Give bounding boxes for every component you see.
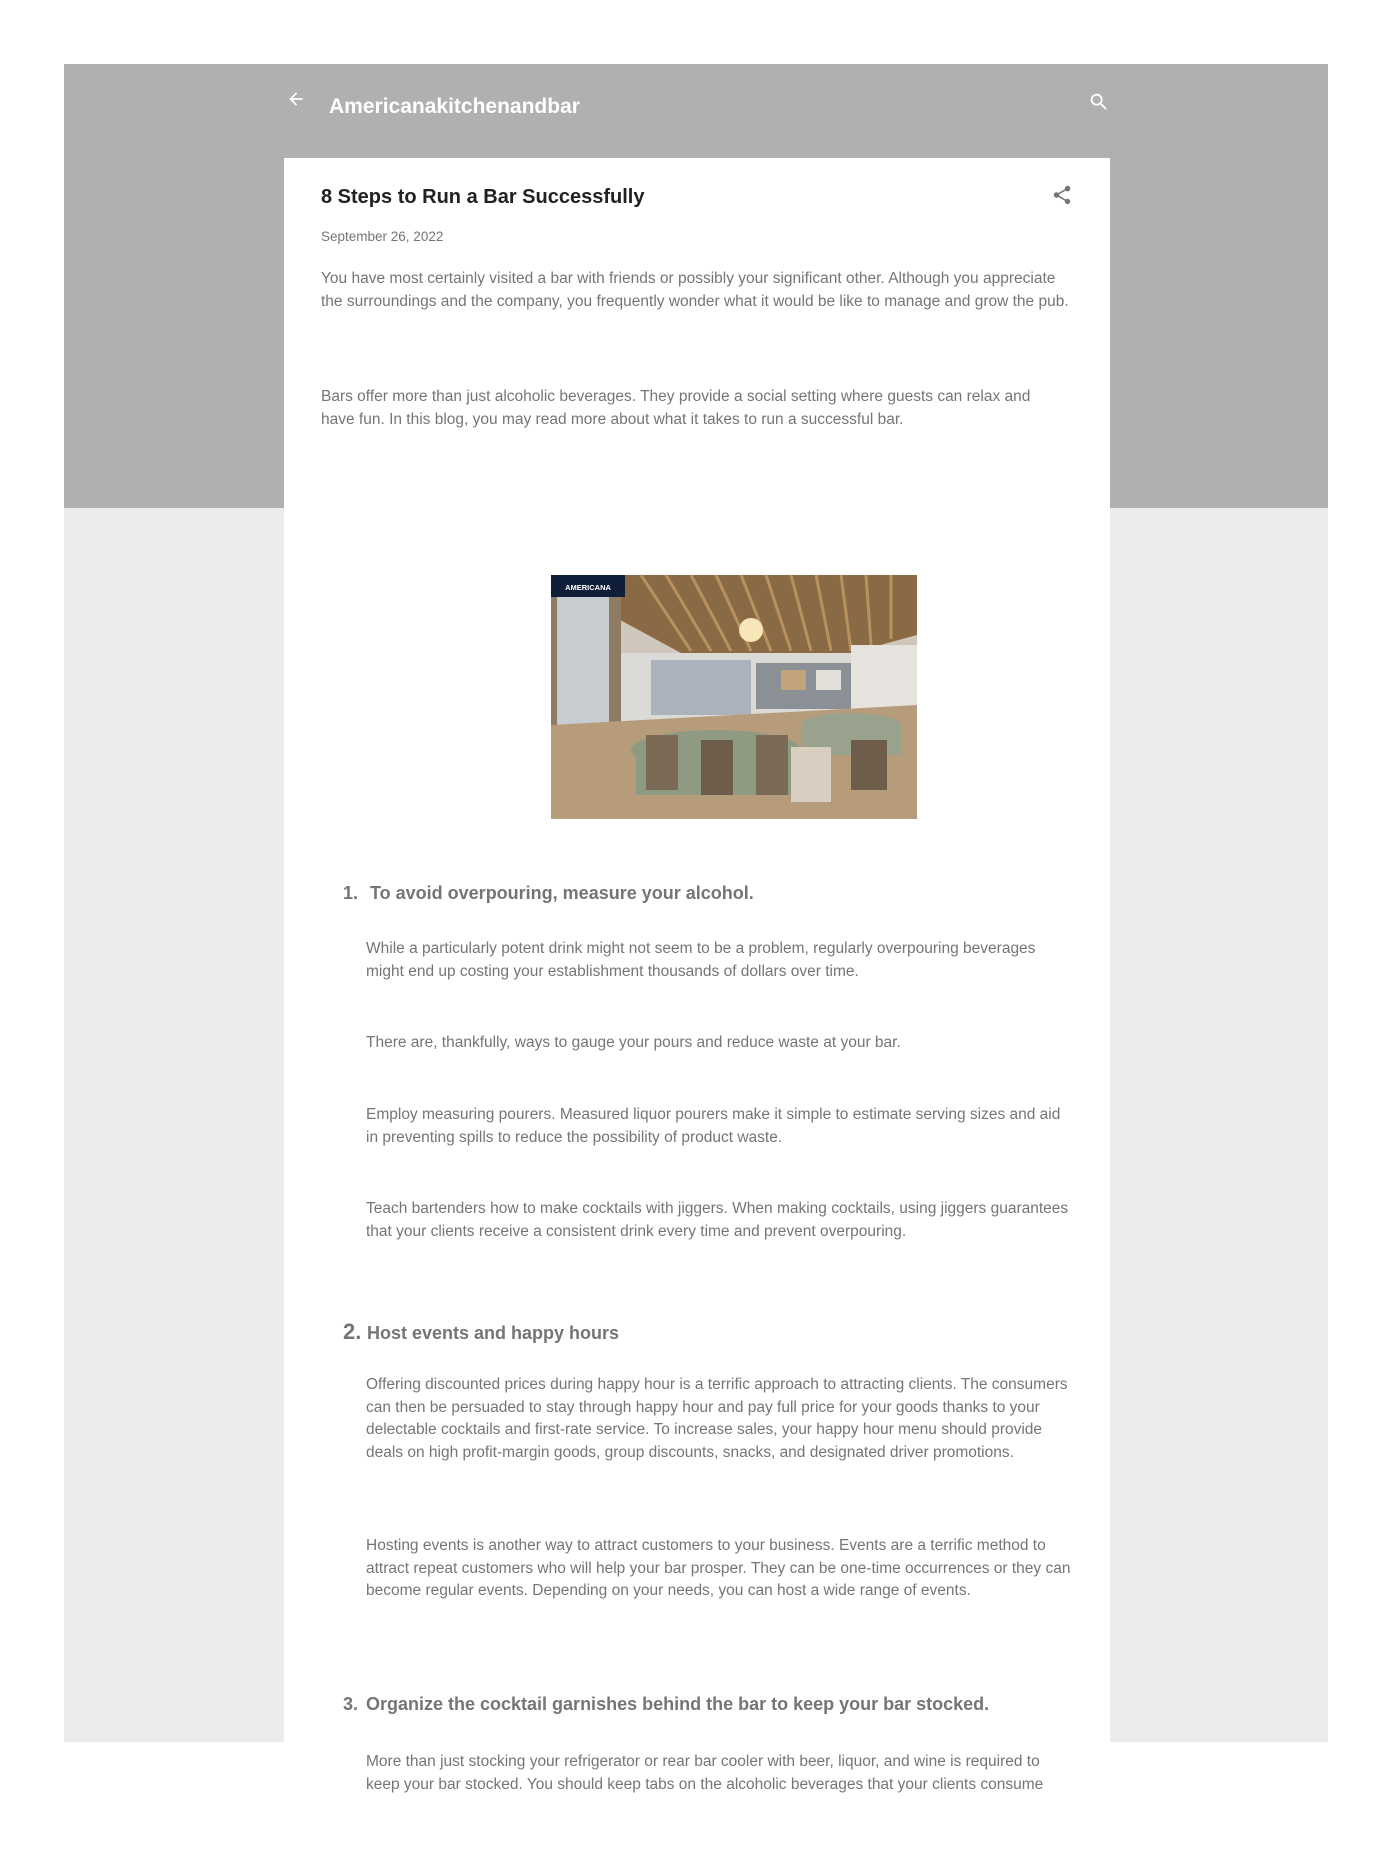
section-paragraph: While a particularly potent drink might not seem to be a problem, regularly overpouring beverages might end up costing your establishment thousands of dollars over time. (366, 940, 1036, 980)
section-number: 2. (343, 1319, 362, 1344)
image-logo-text: AMERICANA (565, 583, 611, 592)
restaurant-dining-room-image[interactable] (551, 575, 917, 819)
section-paragraph: Offering discounted prices during happy hour is a terrific approach to attracting clients. The consumers can then be persuaded to stay through happy hour and pay full price for your goods thanks to your delectable cocktails and first-rate service. To increase sales, your happy hour menu should provide deals on high profit-margin goods, group discounts, snacks, and designated driver promotions. (366, 1376, 1068, 1461)
post-card (284, 158, 1110, 1858)
arrow-left-icon (286, 89, 306, 114)
blog-viewport (64, 64, 1328, 1793)
share-icon (1051, 184, 1073, 211)
section-title: Host events and happy hours (367, 1323, 620, 1343)
post-title: 8 Steps to Run a Bar Successfully (321, 186, 645, 208)
section-paragraph: There are, thankfully, ways to gauge your pours and reduce waste at your bar. (366, 1034, 901, 1051)
section-heading (343, 1319, 619, 1345)
blog-title-link[interactable]: Americanakitchenandbar (329, 95, 580, 118)
section-number: 1. (343, 883, 359, 903)
search-icon (1088, 91, 1110, 118)
section-number: 3. (343, 1694, 359, 1714)
section-paragraph: More than just stocking your refrigerator or rear bar cooler with beer, liquor, and wine is required to keep your bar stocked. You should keep tabs on the alcoholic beverages that your clients consume (366, 1753, 1044, 1793)
search-button[interactable] (1086, 91, 1112, 117)
top-bar (283, 64, 1109, 158)
back-button[interactable] (283, 88, 309, 114)
section-title: Organize the cocktail garnishes behind the bar to keep your bar stocked. (366, 1694, 990, 1714)
post-date: September 26, 2022 (321, 229, 444, 244)
intro-paragraph: You have most certainly visited a bar with friends or possibly your significant other. Although you appreciate the surroundings and the company, you frequently wonder what it would be like to manage and grow the pub. (321, 270, 1069, 310)
section-paragraph: Employ measuring pourers. Measured liquor pourers make it simple to estimate serving sizes and aid in preventing spills to reduce the possibility of product waste. (366, 1106, 1061, 1146)
section-heading (343, 883, 754, 904)
intro-paragraph: Bars offer more than just alcoholic beverages. They provide a social setting where guests can relax and have fun. In this blog, you may read more about what it takes to run a successful bar. (321, 388, 1031, 428)
section-paragraph: Teach bartenders how to make cocktails with jiggers. When making cocktails, using jiggers guarantees that your clients receive a consistent drink every time and prevent overpouring. (366, 1200, 1069, 1240)
section-heading (343, 1694, 989, 1715)
section-title: To avoid overpouring, measure your alcohol. (370, 883, 754, 903)
section-paragraph: Hosting events is another way to attract customers to your business. Events are a terrific method to attract repeat customers who will help your bar prosper. They can be one-time occurrences or they can become regular events. Depending on your needs, you can host a wide range of events. (366, 1537, 1071, 1599)
share-button[interactable] (1049, 184, 1075, 210)
